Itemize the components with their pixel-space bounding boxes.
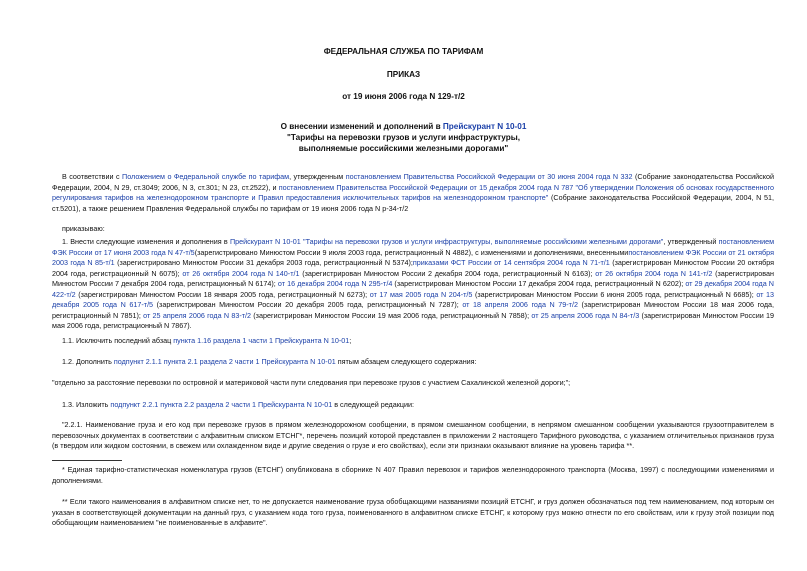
subpoint-2-2-1-link[interactable]: подпункт 2.2.1 пункта 2.2 раздела 2 части 1 Прейскуранта N 10-01 (110, 400, 333, 409)
fst-order-204-link[interactable]: от 17 мая 2005 года N 204-т/5 (369, 289, 473, 299)
item1-text: (зарегистрирован Минюстом России 20 декабря 2005 года, регистрационный N 7287); (153, 300, 463, 309)
document-date-number: от 19 июня 2006 года N 129-т/2 (342, 92, 465, 101)
item1-text: (зарегистрировано Минюстом России 9 июля 2003 года, регистрационный N 4882), с изменениями и дополнениями, внесенными (194, 247, 629, 257)
preamble-text-2: , утвержденным (289, 172, 346, 181)
preamble-text-3: (Собрание законодательства Российской Федерации, 2004, N 29, ст.3049; 2006, N 3, ст.301; N 23, ст.2522), и (52, 172, 775, 192)
title-line-2: "Тарифы на перевозки грузов и услуги инфраструктуры, (286, 133, 521, 142)
fst-order-83-link[interactable]: от 25 апреля 2006 года N 83-т/2 (143, 310, 251, 320)
item1-text: , утвержденный (663, 237, 719, 246)
item-1-3-quote: "2.2.1. Наименование груза и его код при перевозке грузов в прямом железнодорожном сообщении, в прямом смешанном сообщении, в непрямом смешанном сообщении указываются грузоотправителем в перевозочных документах в соответствии с алфавитным списком ЕТСНГ*, перечень позиций которой представлен в приложении 2 настоящего Тарифного руководства, с указанием отличительных признаков груза (в твердом или жидком состоянии, в свежем или охлажденном виде и другие сведения о грузе и его свойствах), если эти признаки оказывают влияние на уровень тарифа **. (52, 420, 774, 450)
item1-text: (зарегистрирован Минюстом России 20 октября 2004 года, регистрационный N 6075); (52, 258, 775, 278)
fst-order-617-link[interactable]: от 13 декабря 2005 года N 617-т/5 (52, 289, 774, 309)
item1-text: (зарегистрирован Минюстом России 18 мая 2006 года, регистрационный N 7851); (52, 300, 775, 320)
preamble-text-4: (Собрание законодательства Российской Федерации, 2004, N 51, ст.5201), а также решением Правления Федеральной службы по тарифам от 19 июня 2006 года N р-34-т/2 (52, 193, 774, 213)
item-1-2-paragraph (52, 357, 774, 368)
footnote-separator (52, 460, 122, 461)
preamble-paragraph (52, 172, 774, 214)
point-1-16-link[interactable]: пункта 1.16 раздела 1 части 1 Прейскуранта N 10-01 (173, 336, 350, 345)
fst-order-71-link[interactable]: приказами ФСТ России от 14 сентября 2004 года N 71-т/1 (412, 258, 610, 267)
item-1-paragraph (52, 237, 774, 332)
footnote-1: * Единая тарифно-статистическая номенклатура грузов (ЕТСНГ) опубликована в сборнике N 407 Правил перевозок и тарифов железнодорожного транспорта (Москва, 1997) с последующими изменениями и дополнениями. (52, 465, 774, 485)
item12-text: 1.2. Дополнить (62, 357, 114, 366)
fst-regulation-link[interactable]: Положением о Федеральной службе по тарифам (122, 172, 290, 181)
preamble-text-1: В соответствии с (62, 172, 123, 181)
pricelist-10-01-link[interactable]: Прейскурант N 10-01 "Тарифы на перевозки грузов и услуги инфраструктуры, выполняемые российскими железными дорогами" (229, 237, 664, 246)
item1-text: (зарегистрирован Минюстом России 19 мая 2006 года, регистрационный N 7867). (52, 310, 774, 330)
item1-text: (зарегистрирован Минюстом России 19 мая 2006 года, регистрационный N 7858); (251, 310, 532, 320)
fst-order-422-link[interactable]: от 29 декабря 2004 года N 422-т/2 (52, 279, 774, 299)
item13-text: в следующей редакции: (332, 400, 415, 409)
title-prefix: О внесении изменений и дополнений в (280, 122, 443, 131)
agency-name: ФЕДЕРАЛЬНАЯ СЛУЖБА ПО ТАРИФАМ (323, 47, 484, 56)
title-pricelist-link[interactable]: Прейскурант N 10-01 (442, 122, 527, 131)
item13-text: 1.3. Изложить (62, 400, 111, 409)
subpoint-2-1-1-link[interactable]: подпункт 2.1.1 пункта 2.1 раздела 2 части 1 Прейскуранта N 10-01 (113, 357, 336, 366)
gov-resolution-332-link[interactable]: постановлением Правительства Российской Федерации от 30 июня 2004 года N 332 (345, 172, 633, 181)
gov-resolution-787-link[interactable]: постановлением Правительства Российской Федерации от 15 декабря 2004 года N 787 "Об утверждении Положения об основах государственного регулирования тарифов на железнодорожном транспорте и Правил предоставления исключительных тарифов на железнодорожном транспорте" (52, 182, 774, 202)
fst-order-79-link[interactable]: от 18 апреля 2006 года N 79-т/2 (462, 300, 578, 309)
item1-text: (зарегистрирован Минюстом России 2 декабря 2004 года, регистрационный N 6163); (299, 268, 596, 278)
item1-text: (зарегистрирован Минюстом России 17 декабря 2004 года, регистрационный N 6202); (392, 279, 686, 288)
item11-text: 1.1. Исключить последний абзац (62, 336, 174, 345)
item1-text: (зарегистрирован Минюстом России 18 января 2005 года, регистрационный N 6273); (75, 289, 370, 299)
item1-text: (зарегистрирован Минюстом России 6 июня 2005 года, регистрационный N 6685); (472, 289, 757, 299)
item-1-3-paragraph (52, 400, 774, 411)
footnote-2: ** Если такого наименования в алфавитном списке нет, то не допускается наименование груза обобщающими названиями позиций ЕТСНГ, и груз должен обозначаться под тем наименованием, под которым он указан в соответствующей документации на данный груз, с указанием кода того груза, поименованного в алфавитном списке ЕТСНГ, к которому груз можно отнести по его свойствам, или к грузу этой позиции под обобщающим наименованием "не поименованные в алфавите". (52, 497, 774, 527)
order-word: приказываю: (62, 224, 105, 233)
item1-text: 1. Внести следующие изменения и дополнения в (62, 237, 230, 246)
title-line-3: выполняемые российскими железными дорогами" (298, 144, 509, 153)
fst-order-295-link[interactable]: от 16 декабря 2004 года N 295-т/4 (277, 279, 393, 288)
document-type: ПРИКАЗ (386, 70, 421, 79)
fst-order-141-link[interactable]: от 26 октября 2004 года N 141-т/2 (595, 268, 713, 278)
fst-order-140-link[interactable]: от 26 октября 2004 года N 140-т/1 (182, 268, 300, 278)
item1-text: (зарегистрировано Минюстом России 31 декабря 2003 года, регистрационный N 5374); (114, 258, 413, 267)
document-title (0, 121, 807, 132)
fst-order-84-link[interactable]: от 25 апреля 2006 года N 84-т/3 (531, 310, 640, 320)
item11-text: ; (349, 336, 352, 345)
item1-text: (зарегистрирован Минюстом России 7 декабря 2004 года, регистрационный N 6174); (52, 268, 775, 288)
fek-resolution-47-link[interactable]: постановлением ФЭК России от 17 июня 2003 года N 47-т/5 (52, 237, 775, 257)
item-1-2-quote: "отдельно за расстояние перевозки по островной и материковой части пути следования при перевозке грузов с участием Сахалинской железной дороги;"; (52, 378, 571, 387)
item12-text: пятым абзацем следующего содержания: (335, 357, 477, 366)
fek-resolution-85-link[interactable]: постановлением ФЭК России от 21 октября 2003 года N 85-т/1 (52, 247, 774, 267)
item-1-1-paragraph (52, 336, 774, 347)
